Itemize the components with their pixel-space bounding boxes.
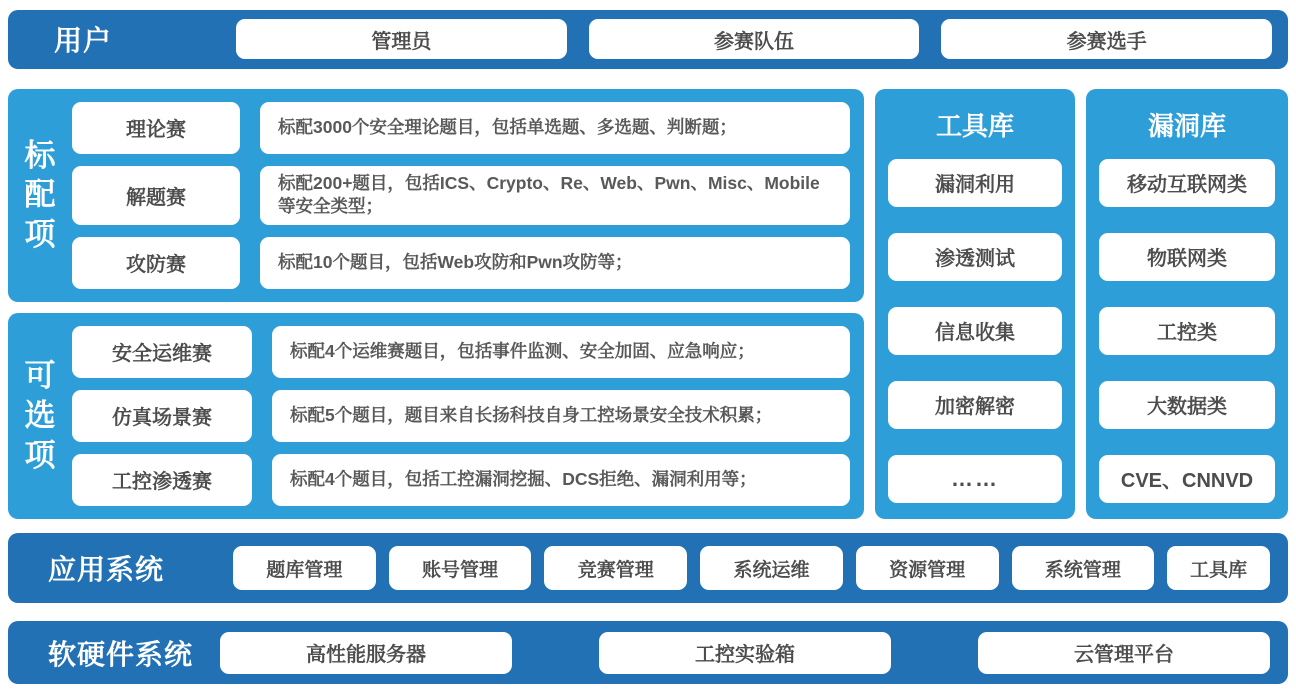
vuln-item: 大数据类 <box>1099 381 1275 429</box>
vuln-item: 工控类 <box>1099 307 1275 355</box>
competition-desc: 标配4个题目，包括工控漏洞挖掘、DCS拒绝、漏洞利用等； <box>272 454 850 506</box>
competition-name: 理论赛 <box>72 102 240 154</box>
app-system-label: 应用系统 <box>48 554 165 586</box>
vuln-library-column <box>1086 89 1288 519</box>
user-role-player: 参赛选手 <box>941 19 1272 59</box>
vuln-library-title: 漏洞库 <box>1147 111 1226 142</box>
competition-desc: 标配4个运维赛题目，包括事件监测、安全加固、应急响应； <box>272 326 850 378</box>
standard-row-theory <box>72 102 850 154</box>
user-role-admin: 管理员 <box>236 19 567 59</box>
vuln-item: CVE、CNNVD <box>1099 455 1275 503</box>
standard-section-label: 标配项 <box>24 137 56 253</box>
main-area <box>8 89 1288 519</box>
tool-library-column <box>875 89 1075 519</box>
standard-row-jeopardy <box>72 166 850 225</box>
tool-item: 信息收集 <box>888 307 1062 355</box>
competition-name: 安全运维赛 <box>72 326 252 378</box>
user-role-team: 参赛队伍 <box>589 19 920 59</box>
tool-item-ellipsis: …… <box>888 455 1062 503</box>
competition-sections <box>8 89 864 519</box>
hw-item: 高性能服务器 <box>220 632 512 674</box>
standard-row-attack-defense <box>72 237 850 289</box>
competition-desc: 标配10个题目，包括Web攻防和Pwn攻防等； <box>260 237 850 289</box>
hw-item: 工控实验箱 <box>599 632 891 674</box>
optional-row-ops <box>72 326 850 378</box>
tool-item: 漏洞利用 <box>888 159 1062 207</box>
app-module: 系统运维 <box>700 546 843 590</box>
app-module: 资源管理 <box>856 546 999 590</box>
competition-name: 解题赛 <box>72 166 240 225</box>
app-module: 系统管理 <box>1012 546 1155 590</box>
app-module: 账号管理 <box>389 546 532 590</box>
optional-row-ics-pentest <box>72 454 850 506</box>
app-module: 竞赛管理 <box>544 546 687 590</box>
competition-name: 仿真场景赛 <box>72 390 252 442</box>
vuln-item: 移动互联网类 <box>1099 159 1275 207</box>
optional-section-label: 可选项 <box>24 358 56 473</box>
vuln-item: 物联网类 <box>1099 233 1275 281</box>
hw-system-label: 软硬件系统 <box>48 638 194 670</box>
tool-item: 加密解密 <box>888 381 1062 429</box>
optional-section <box>8 313 864 519</box>
tool-item: 渗透测试 <box>888 233 1062 281</box>
user-bar-label: 用户 <box>54 25 113 57</box>
standard-section <box>8 89 864 302</box>
competition-name: 工控渗透赛 <box>72 454 252 506</box>
app-system-bar <box>8 533 1288 603</box>
app-module: 题库管理 <box>233 546 376 590</box>
app-module: 工具库 <box>1167 546 1270 590</box>
competition-desc: 标配5个题目，题目来自长扬科技自身工控场景安全技术积累； <box>272 390 850 442</box>
optional-row-simulation <box>72 390 850 442</box>
competition-desc: 标配200+题目，包括ICS、Crypto、Re、Web、Pwn、Misc、Mobile等安全类型； <box>260 166 850 225</box>
competition-name: 攻防赛 <box>72 237 240 289</box>
user-bar <box>8 10 1288 69</box>
competition-desc: 标配3000个安全理论题目，包括单选题、多选题、判断题； <box>260 102 850 154</box>
hw-item: 云管理平台 <box>978 632 1270 674</box>
hw-system-bar <box>8 621 1288 684</box>
tool-library-title: 工具库 <box>935 111 1014 142</box>
